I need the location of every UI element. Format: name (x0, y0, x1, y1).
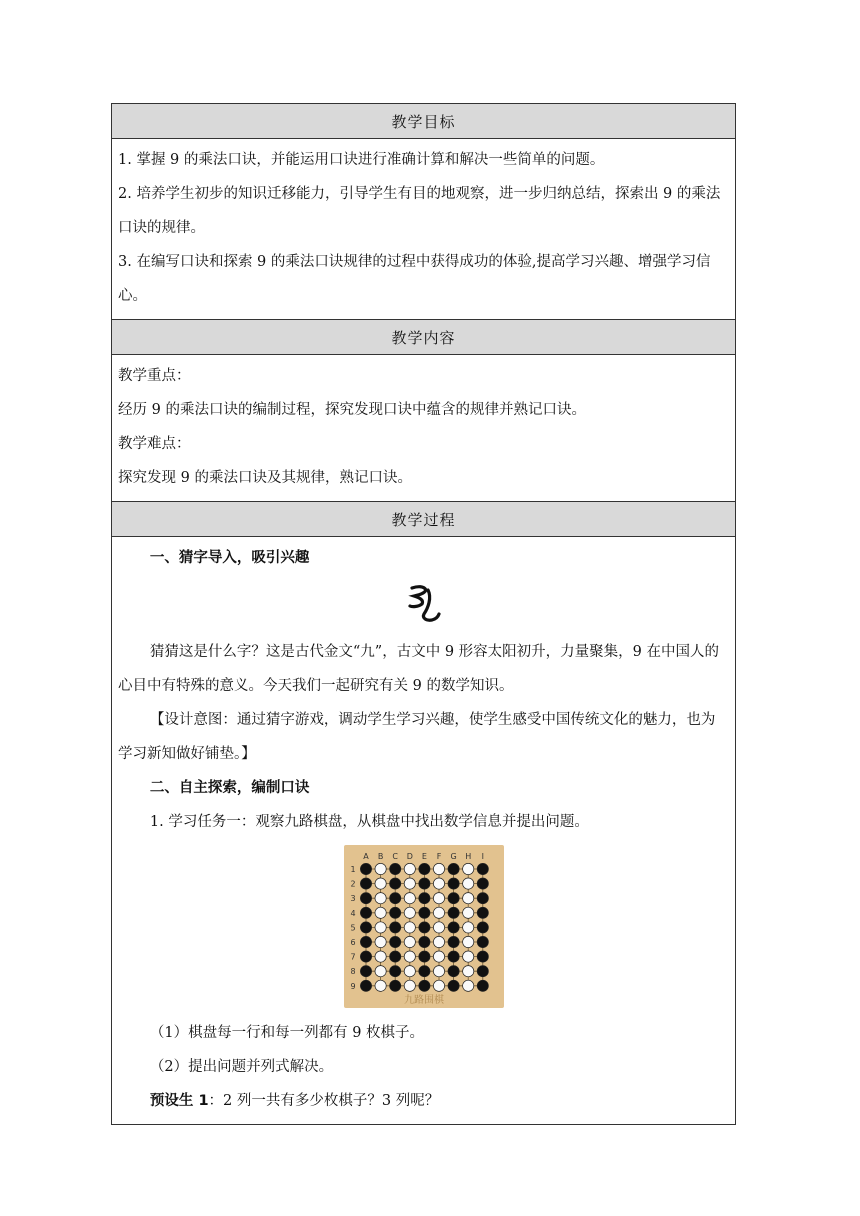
black-stone (360, 980, 371, 991)
difficulty-label: 教学难点： (118, 436, 191, 452)
black-stone (448, 936, 459, 947)
black-stone (477, 936, 488, 947)
goals-header: 教学目标 (112, 104, 735, 139)
black-stone (360, 922, 371, 933)
content-header: 教学内容 (112, 320, 735, 355)
black-stone (418, 980, 429, 991)
white-stone (433, 980, 444, 991)
white-stone (433, 922, 444, 933)
black-stone (389, 878, 400, 889)
process-header: 教学过程 (112, 502, 735, 537)
white-stone (404, 878, 415, 889)
content-section (112, 355, 735, 502)
black-stone (418, 907, 429, 918)
white-stone (375, 936, 386, 947)
difficulty-text: 探究发现 9 的乘法口诀及其规律，熟记口诀。 (118, 470, 412, 486)
white-stone (462, 922, 473, 933)
white-stone (462, 936, 473, 947)
black-stone (448, 863, 459, 874)
white-stone (375, 893, 386, 904)
black-stone (389, 951, 400, 962)
white-stone (375, 863, 386, 874)
black-stone (477, 951, 488, 962)
black-stone (477, 878, 488, 889)
black-stone (477, 863, 488, 874)
board-row-label: 8 (349, 967, 356, 977)
white-stone (462, 980, 473, 991)
black-stone (360, 907, 371, 918)
black-stone (389, 863, 400, 874)
board-col-label: H (464, 852, 471, 861)
preset-answer-1 (118, 1084, 729, 1118)
black-stone (448, 878, 459, 889)
black-stone (360, 863, 371, 874)
black-stone (418, 966, 429, 977)
black-stone (418, 936, 429, 947)
black-stone (360, 893, 371, 904)
black-stone (448, 907, 459, 918)
white-stone (375, 966, 386, 977)
white-stone (404, 966, 415, 977)
preset-text: ：2 列一共有多少枚棋子？3 列呢？ (208, 1093, 440, 1109)
white-stone (433, 936, 444, 947)
go-board-figure (118, 845, 729, 1008)
board-row-label: 6 (349, 938, 356, 947)
white-stone (462, 907, 473, 918)
white-stone (433, 863, 444, 874)
black-stone (448, 980, 459, 991)
goals-section (112, 139, 735, 320)
white-stone (404, 907, 415, 918)
black-stone (477, 922, 488, 933)
black-stone (360, 936, 371, 947)
white-stone (462, 951, 473, 962)
white-stone (433, 966, 444, 977)
board-caption: 九路围棋 (403, 995, 444, 1006)
board-row-label: 3 (349, 894, 356, 904)
board-col-label: G (449, 852, 457, 861)
black-stone (477, 907, 488, 918)
section-1-design-intent: 【设计意图：通过猜字游戏，调动学生学习兴趣，使学生感受中国传统文化的魅力，也为学习新知做好铺垫。】 (118, 712, 716, 762)
black-stone (477, 980, 488, 991)
black-stone (418, 922, 429, 933)
white-stone (404, 980, 415, 991)
board-row-label: 2 (349, 879, 356, 889)
board-row-label: 4 (349, 908, 356, 918)
section-1-paragraph: 猜猜这是什么字？这是古代金文“九”，古文中 9 形容太阳初升，力量聚集，9 在中国人的心目中有特殊的意义。今天我们一起研究有关 9 的数学知识。 (118, 644, 719, 694)
white-stone (404, 893, 415, 904)
observation-1: （1）棋盘每一行和每一列都有 9 枚棋子。 (149, 1025, 425, 1041)
section-1-title: 一、猜字导入，吸引兴趣 (149, 550, 310, 566)
board-col-label: A (362, 852, 369, 861)
key-point-text: 经历 9 的乘法口诀的编制过程，探究发现口诀中蕴含的规律并熟记口诀。 (118, 402, 586, 418)
ancient-nine-glyph (118, 575, 729, 635)
section-2-title: 二、自主探索，编制口诀 (149, 780, 310, 796)
white-stone (433, 907, 444, 918)
white-stone (375, 922, 386, 933)
white-stone (404, 863, 415, 874)
goal-item-3: 3. 在编写口诀和探索 9 的乘法口诀规律的过程中获得成功的体验,提高学习兴趣、增强学习信心。 (118, 254, 711, 304)
process-section (112, 537, 735, 1124)
board-row-label: 9 (349, 981, 356, 991)
board-col-label: E (421, 852, 427, 861)
black-stone (389, 922, 400, 933)
white-stone (433, 878, 444, 889)
go-board-svg (344, 845, 504, 1008)
board-col-label: I (481, 852, 484, 861)
white-stone (404, 936, 415, 947)
black-stone (448, 966, 459, 977)
board-col-label: F (436, 852, 441, 861)
white-stone (375, 878, 386, 889)
black-stone (418, 863, 429, 874)
white-stone (375, 907, 386, 918)
white-stone (404, 922, 415, 933)
board-row-label: 1 (349, 865, 356, 874)
black-stone (477, 893, 488, 904)
task-1-text: 1. 学习任务一：观察九路棋盘，从棋盘中找出数学信息并提出问题。 (149, 814, 589, 830)
black-stone (389, 907, 400, 918)
white-stone (462, 863, 473, 874)
board-col-label: B (377, 852, 383, 861)
go-board (344, 845, 504, 1008)
observation-2: （2）提出问题并列式解决。 (149, 1059, 334, 1075)
black-stone (389, 966, 400, 977)
goal-item-2: 2. 培养学生初步的知识迁移能力，引导学生有目的地观察，进一步归纳总结，探索出 9 的乘法口诀的规律。 (118, 186, 721, 236)
black-stone (418, 893, 429, 904)
black-stone (448, 922, 459, 933)
white-stone (462, 893, 473, 904)
black-stone (418, 878, 429, 889)
goal-item-1: 1. 掌握 9 的乘法口诀，并能运用口诀进行准确计算和解决一些简单的问题。 (118, 152, 605, 168)
white-stone (462, 878, 473, 889)
white-stone (375, 951, 386, 962)
white-stone (375, 980, 386, 991)
black-stone (360, 966, 371, 977)
white-stone (433, 951, 444, 962)
board-col-label: C (391, 852, 398, 861)
board-col-label: D (406, 852, 413, 861)
black-stone (448, 951, 459, 962)
black-stone (448, 893, 459, 904)
lesson-plan-table (111, 103, 736, 1125)
black-stone (360, 878, 371, 889)
black-stone (389, 980, 400, 991)
key-point-label: 教学重点： (118, 368, 191, 384)
black-stone (389, 893, 400, 904)
jinwen-nine-icon (404, 580, 444, 630)
board-row-label: 7 (349, 952, 356, 962)
black-stone (360, 951, 371, 962)
preset-label: 预设生 1 (149, 1093, 209, 1109)
black-stone (477, 966, 488, 977)
black-stone (389, 936, 400, 947)
white-stone (404, 951, 415, 962)
white-stone (462, 966, 473, 977)
white-stone (433, 893, 444, 904)
board-row-label: 5 (349, 923, 356, 933)
black-stone (418, 951, 429, 962)
